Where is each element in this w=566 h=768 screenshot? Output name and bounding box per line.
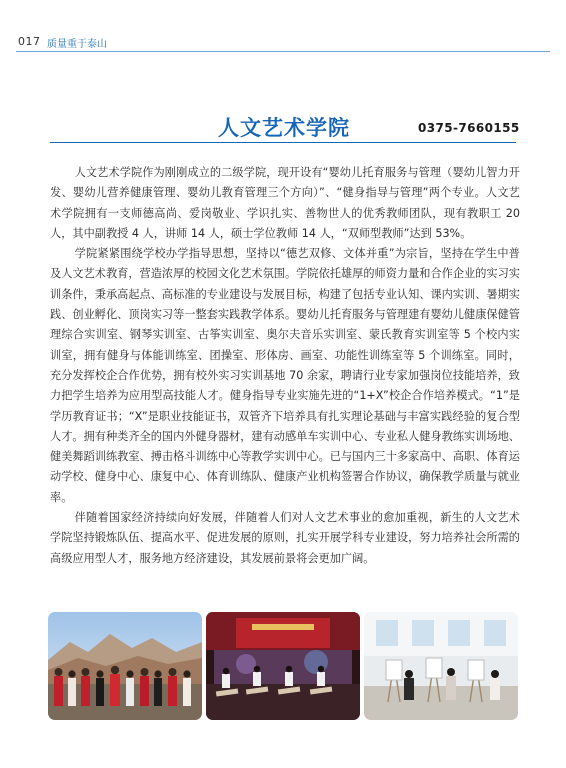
article-title: 人文艺术学院 — [218, 116, 350, 140]
header-divider — [16, 51, 550, 52]
article-body — [50, 163, 520, 569]
performance-photo — [48, 612, 202, 720]
art-classroom-photo-image — [364, 612, 518, 720]
paragraph: 人文艺术学院作为刚刚成立的二级学院，现开设有“婴幼儿托育服务与管理（婴幼儿智力开发、婴幼儿营养健康管理、婴幼儿教育管理三个方向）”、“健身指导与管理”两个专业。人文艺术学院拥有一支师德高尚、爱岗敬业、学识扎实、善物世人的优秀教师团队，现有教职工 20 人，其中副教授 4 人，讲师 14 人，硕士学位教师 14 人，“双师型教师”达到 53%。 — [50, 166, 520, 240]
paragraph: 伴随着国家经济持续向好发展，伴随着人们对人文艺术事业的愈加重视，新生的人文艺术学院坚持锻炼队伍、提高水平、促进发展的原则，扎实开展学科专业建设，努力培养社会所需的高级应用型人才，服务地方经济建设，其发展前景将会更加广阔。 — [50, 511, 520, 565]
guzheng-stage-photo — [206, 612, 360, 720]
photo-strip — [48, 612, 518, 720]
guzheng-stage-photo-image — [206, 612, 360, 720]
page-header — [0, 0, 566, 60]
title-divider — [50, 142, 516, 143]
art-classroom-photo — [364, 612, 518, 720]
running-header-title: 质量重于泰山 — [47, 39, 107, 50]
paragraph: 学院紧紧围绕学校办学指导思想，坚持以“德艺双修、文体并重”为宗旨，坚持在学生中普及人文艺术教育，营造浓厚的校园文化艺术氛围。学院依托雄厚的师资力量和合作企业的实习实训条件，秉承高起点、高标准的专业建设与发展目标，构建了包括专业认知、课内实训、暑期实践、创业孵化、顶岗实习等一整套实践教学体系。婴幼儿托育服务与管理建有婴幼儿健康保健管理综合实训室、钢琴实训室、古筝实训室、奥尔夫音乐实训室、蒙氏教育实训室等 5 个校内实训室，拥有健身与体能训练室、团操室、形体房、画室、功能性训练室等 5 个训练室。同时，充分发挥校企合作优势，拥有校外实习实训基地 70 余家，聘请行业专家加强岗位技能培养，致力把学生培养为应用型高技能人才。健身指导专业实施先进的“1+X”校企合作培养模式。“1”是学历教育证书；“X”是职业技能证书，双管齐下培养具有扎实理论基础与丰富实践经验的复合型人才。拥有种类齐全的国内外健身器材，建有动感单车实训中心、专业私人健身教练实训场地、健美舞蹈训练教室、搏击格斗训练中心等教学实训中心。已与国内三十多家高中、高职、体育运动学校、健身中心、康复中心、体育训练队、健康产业机构签署合作协议，确保教学质量与就业率。 — [50, 247, 520, 504]
page-number: 017 — [18, 35, 41, 48]
contact-phone: 0375-7660155 — [418, 121, 520, 135]
performance-photo-image — [48, 612, 202, 720]
